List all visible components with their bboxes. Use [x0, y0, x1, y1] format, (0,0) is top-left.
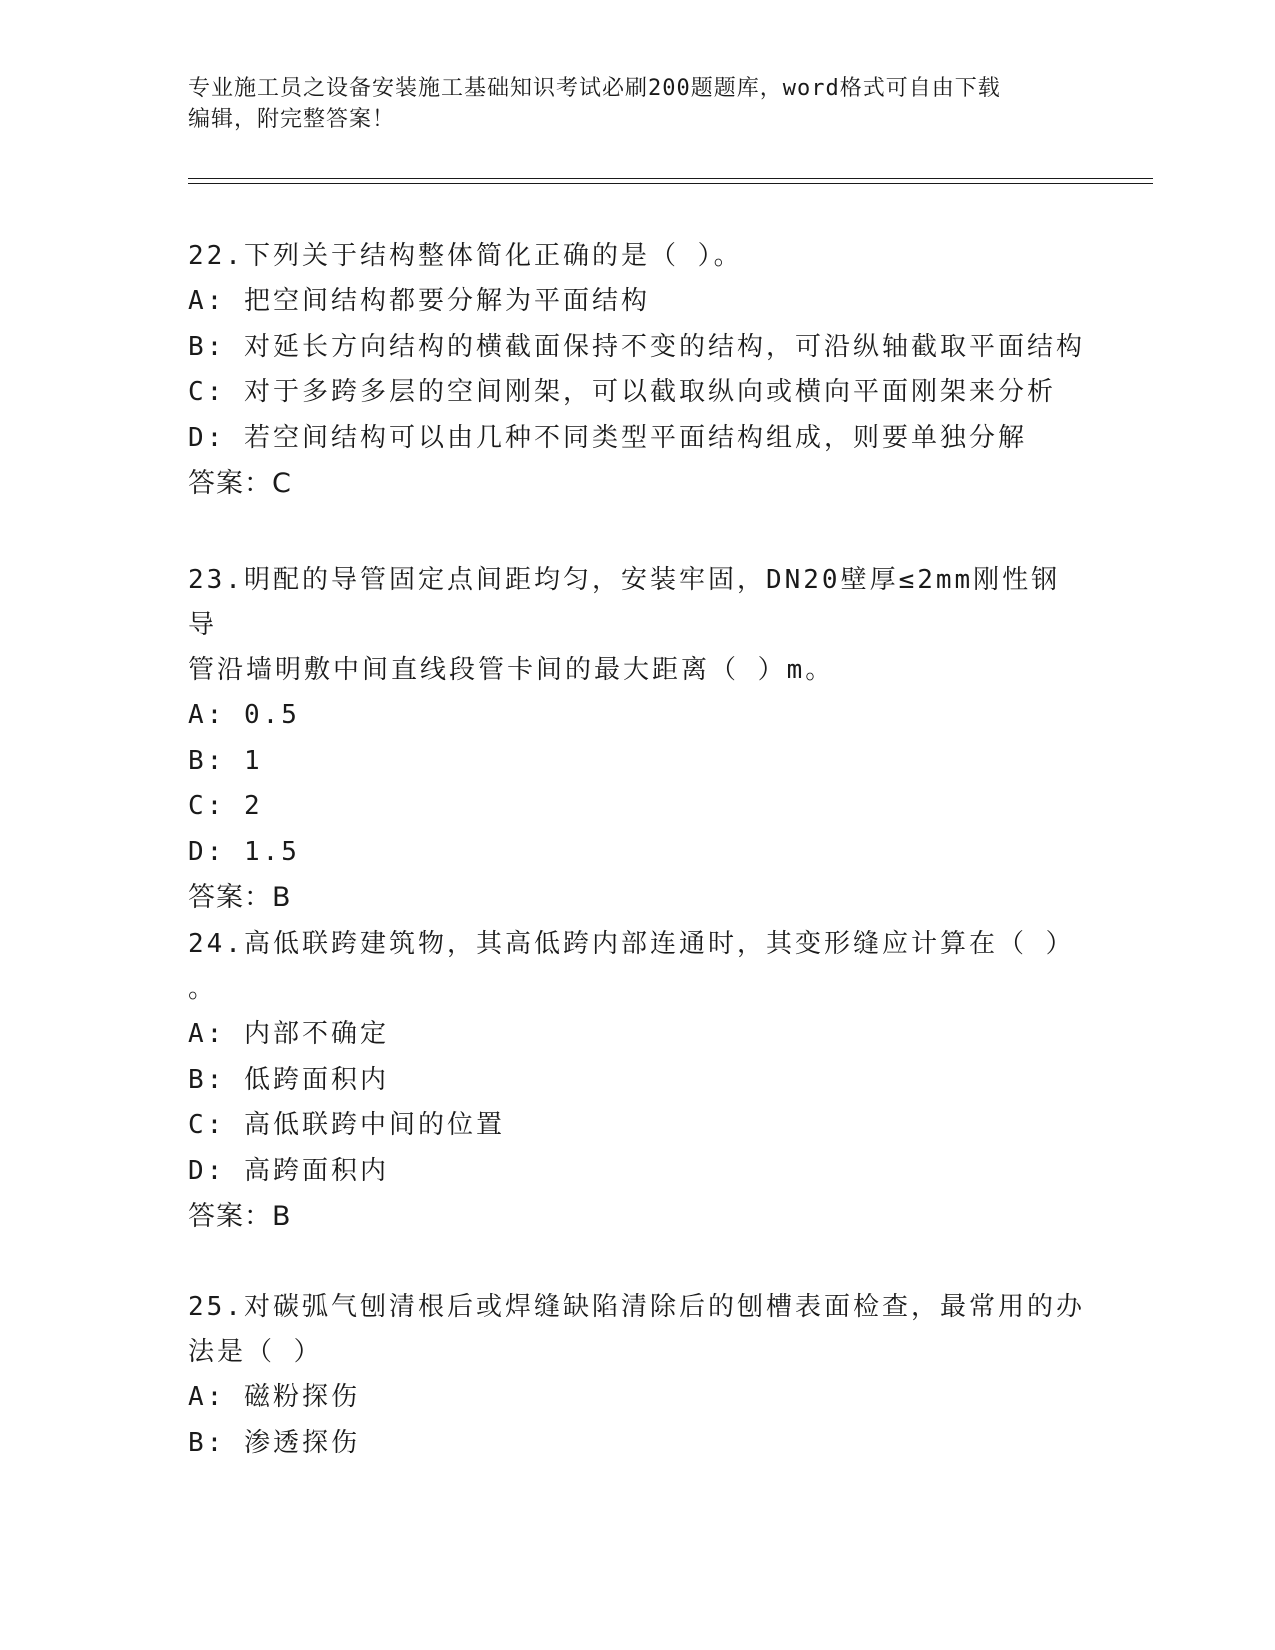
option-a: A: 0.5 — [188, 700, 300, 730]
answer: 答案：B — [188, 882, 292, 913]
option-c: C: 对于多跨多层的空间刚架，可以截取纵向或横向平面刚架来分析 — [188, 377, 1056, 407]
question-stem-continued: 管沿墙明敷中间直线段管卡间的最大距离（ ）m。 — [188, 655, 835, 685]
question-stem-continued: 法是（ ） — [188, 1337, 323, 1367]
option-b: B: 低跨面积内 — [188, 1064, 389, 1095]
question-23 — [188, 558, 1088, 921]
answer: 答案：C — [188, 468, 292, 499]
option-a: A: 磁粉探伤 — [188, 1382, 360, 1412]
header-line-2: 编辑，附完整答案！ — [188, 107, 396, 132]
question-stem: 22.下列关于结构整体简化正确的是（ ）。 — [188, 241, 743, 271]
option-d: D: 高跨面积内 — [188, 1155, 389, 1186]
question-stem: 23.明配的导管固定点间距均匀，安装牢固，DN20壁厚≤2mm刚性钢导 — [188, 565, 1061, 640]
header-divider-top — [188, 178, 1153, 179]
question-24 — [188, 922, 1088, 1240]
question-stem-continued: 。 — [188, 974, 218, 1004]
option-b: B: 1 — [188, 745, 263, 776]
option-c: C: 2 — [188, 791, 263, 821]
answer: 答案：B — [188, 1201, 292, 1232]
question-stem: 25.对碳弧气刨清根后或焊缝缺陷清除后的刨槽表面检查，最常用的办 — [188, 1292, 1085, 1322]
option-d: D: 1.5 — [188, 836, 300, 867]
option-a: A: 内部不确定 — [188, 1019, 389, 1049]
option-a: A: 把空间结构都要分解为平面结构 — [188, 286, 650, 316]
document-header — [188, 73, 1088, 135]
header-divider-bottom — [188, 183, 1153, 184]
header-line-1: 专业施工员之设备安装施工基础知识考试必刷200题题库，word格式可自由下载 — [188, 76, 1001, 101]
question-25 — [188, 1285, 1088, 1466]
question-22 — [188, 234, 1088, 507]
question-stem: 24.高低联跨建筑物，其高低跨内部连通时，其变形缝应计算在（ ） — [188, 929, 1075, 959]
option-d: D: 若空间结构可以由几种不同类型平面结构组成，则要单独分解 — [188, 422, 1027, 453]
option-b: B: 渗透探伤 — [188, 1427, 360, 1458]
option-c: C: 高低联跨中间的位置 — [188, 1110, 505, 1140]
option-b: B: 对延长方向结构的横截面保持不变的结构，可沿纵轴截取平面结构 — [188, 331, 1085, 362]
